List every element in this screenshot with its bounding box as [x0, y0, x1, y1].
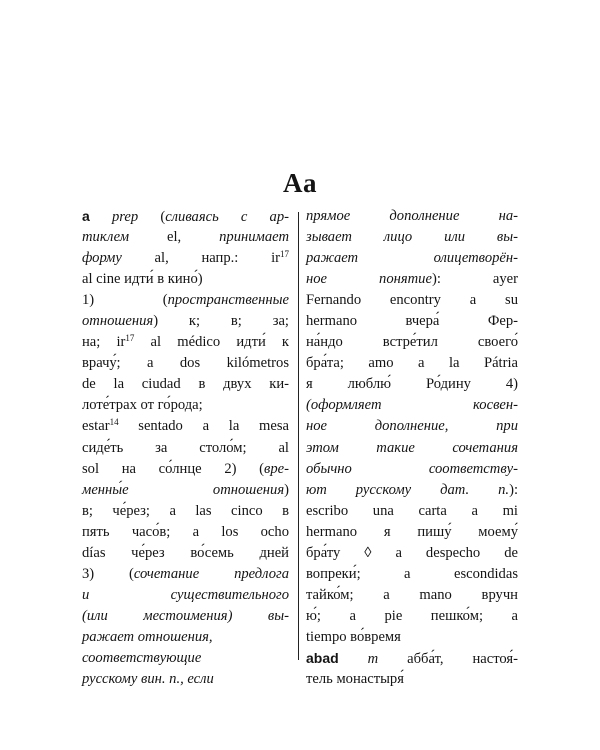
text-segment: принимает [219, 229, 289, 246]
text-line [82, 648, 289, 669]
text-segment: al médico идти́ к [134, 334, 289, 351]
text-line [306, 248, 518, 269]
text-line [82, 206, 289, 227]
text-segment: estar [82, 418, 110, 435]
text-line [306, 585, 518, 606]
text-segment: días че́рез во́семь дней [82, 544, 289, 561]
text-line [306, 269, 518, 290]
text-line [306, 480, 518, 501]
text-line [82, 501, 289, 522]
text-segment: ( [138, 209, 166, 225]
text-segment: m [367, 650, 379, 667]
text-line [82, 543, 289, 564]
letter-heading: Aa [283, 168, 317, 198]
text-line [82, 564, 289, 585]
text-line [82, 290, 289, 311]
text-segment: сливаясь с ар- [165, 209, 289, 225]
text-line [82, 395, 289, 416]
text-line [306, 290, 518, 311]
entry-headword: abad [306, 649, 339, 666]
text-segment: sentado a la mesa [118, 418, 289, 435]
text-segment: вы- [267, 607, 289, 624]
text-segment: escribo una carta a mi [306, 502, 518, 519]
text-line [82, 480, 289, 501]
text-segment: лоте́трах от го́рода; [82, 397, 203, 414]
text-line [82, 416, 289, 437]
text-line [306, 648, 518, 669]
text-segment: менны́е отношения [82, 481, 285, 498]
text-line [82, 311, 289, 332]
text-segment: ) к; в; за; [153, 313, 289, 330]
text-segment: сиде́ть за столо́м; al [82, 439, 289, 456]
text-segment: hermano я пишу́ моему́ [306, 523, 518, 540]
text-line [306, 395, 518, 416]
column-divider [298, 212, 299, 660]
text-line [306, 353, 518, 374]
text-line [82, 248, 289, 269]
text-line [306, 374, 518, 395]
text-line [82, 606, 289, 627]
text-segment: ражает олицетворён- [306, 250, 518, 267]
text-segment: на; ir [82, 334, 126, 351]
text-line [306, 416, 518, 437]
text-line [82, 669, 289, 690]
text-segment: я люблю́ Ро́дину 4) [306, 376, 518, 393]
text-segment: 3) ( [82, 565, 134, 582]
text-segment: соответствующие [82, 649, 202, 666]
text-segment: el, [129, 229, 220, 246]
text-line [82, 627, 289, 648]
text-segment: сочетание предлога [133, 565, 289, 582]
text-segment: бра́ту ◊ a despecho de [306, 544, 518, 561]
text-segment: de la ciudad в двух ки- [82, 376, 289, 393]
text-segment: форму [82, 250, 122, 267]
text-segment: обычно соответству- [306, 460, 518, 477]
text-segment: вопреки́; a escondidas [306, 565, 518, 582]
text-segment: ют русскому дат. п. [306, 481, 510, 498]
text-segment [90, 209, 112, 225]
text-line [306, 606, 518, 627]
text-segment: prep [111, 209, 139, 225]
text-line [306, 543, 518, 564]
text-line [306, 669, 518, 690]
text-segment: в; че́рез; a las cinco в [82, 502, 289, 519]
superscript-number: 17 [125, 333, 135, 344]
text-segment: тель монастыря́ [306, 671, 404, 688]
text-segment: прямое дополнение на- [306, 208, 518, 224]
text-line [306, 311, 518, 332]
text-segment: на́ндо встре́тил своего́ [306, 334, 518, 351]
text-segment: Fernando encontry a su [306, 292, 518, 309]
text-segment: ): [509, 481, 518, 498]
text-segment: ное дополнение, при [306, 418, 518, 435]
text-line [306, 438, 518, 459]
superscript-number: 14 [109, 417, 119, 428]
text-line [82, 438, 289, 459]
text-segment: зывает лицо или вы- [306, 229, 518, 246]
text-segment: оформляет косвен- [310, 397, 518, 414]
text-segment: tiempo во́время [306, 628, 401, 645]
text-line [82, 522, 289, 543]
text-segment: ное понятие [306, 271, 432, 288]
text-segment: (или местоимения) [82, 607, 233, 624]
text-segment: ) [284, 481, 289, 498]
right-column [306, 206, 518, 690]
text-segment: тиклем [82, 229, 130, 246]
text-line [82, 269, 289, 290]
text-line [306, 522, 518, 543]
text-segment [339, 651, 368, 667]
text-line [306, 332, 518, 353]
text-segment: абба́т, настоя́- [378, 650, 518, 667]
text-segment: тайко́м; a mano вручн [306, 586, 518, 603]
text-segment: al cine идти́ в кино́) [82, 271, 203, 288]
text-segment: ( [306, 397, 311, 414]
text-segment: hermano вчера́ Фер- [306, 313, 518, 330]
text-line [82, 332, 289, 353]
text-segment: бра́та; amo a la Pátria [306, 355, 518, 372]
text-segment: пять часо́в; a los ocho [82, 523, 289, 540]
entry-headword: a [82, 208, 90, 224]
text-line [306, 564, 518, 585]
text-line [82, 585, 289, 606]
text-segment: ю́; a pie пешко́м; a [306, 607, 518, 624]
text-segment: ): ayer [431, 271, 518, 288]
text-segment: sol на со́лнце 2) ( [82, 460, 265, 477]
text-line [306, 501, 518, 522]
text-segment: отношения [82, 313, 154, 330]
text-segment: этом такие сочетания [306, 439, 518, 456]
text-segment: ражает отношения, [82, 628, 213, 645]
superscript-number: 17 [280, 249, 289, 260]
text-segment: и существительного [82, 586, 289, 603]
text-line [306, 227, 518, 248]
left-column [82, 206, 289, 690]
text-segment: al, напр.: ir [121, 250, 280, 267]
text-segment: пространственные [167, 292, 289, 309]
text-line [82, 459, 289, 480]
text-segment: 1) ( [82, 292, 168, 309]
text-segment [232, 608, 267, 624]
text-line [306, 459, 518, 480]
text-line [306, 627, 518, 648]
text-line [82, 374, 289, 395]
text-line [82, 227, 289, 248]
text-line [306, 206, 518, 227]
text-segment: русскому вин. п., если [82, 671, 214, 688]
text-line [82, 353, 289, 374]
text-segment: врачу́; a dos kilómetros [82, 355, 289, 372]
text-segment: вре- [264, 460, 289, 477]
